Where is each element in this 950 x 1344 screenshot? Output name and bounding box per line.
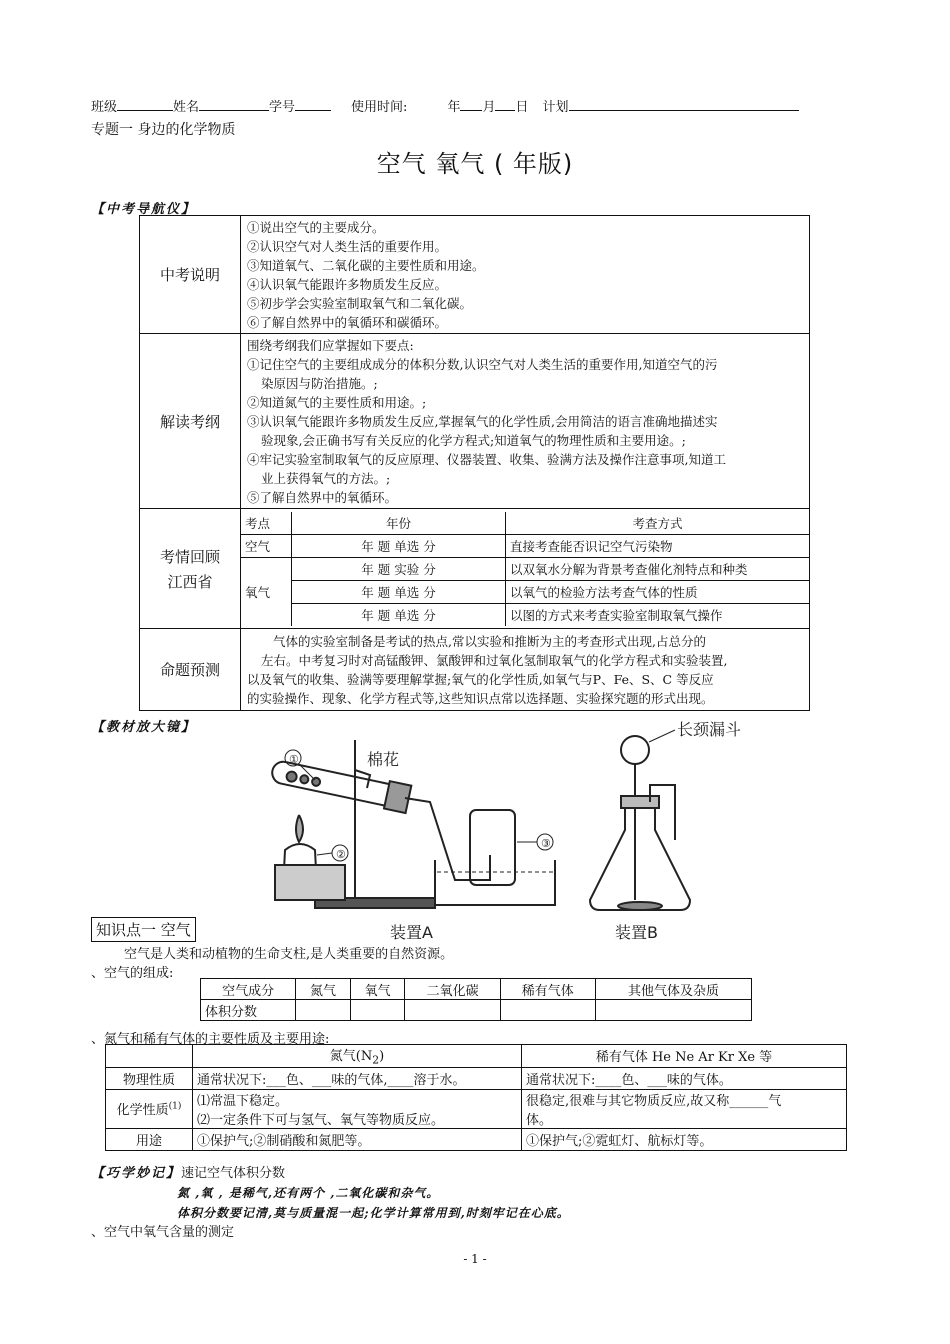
prop-head-nitrogen [193,1045,522,1068]
review-label: 考情回顾 [159,547,220,566]
topic-heading: 专题一 身边的化学物质 [91,122,236,138]
review-method: 以双氧水分解为背景考查催化剂特点和种类 [506,557,810,580]
chem-rare [522,1089,847,1128]
guide-item: ②认识空气对人类生活的重要作用。 [247,238,448,254]
guide-label-forecast: 命题预测 [140,629,241,711]
chem-rare-line: 很稳定,很难与其它物质反应,故又称______气 [526,1093,782,1109]
plan-blank[interactable] [569,98,799,111]
guide-item: ⑤了解自然界中的氧循环。 [247,489,398,505]
chem-rare-line: 体。 [526,1112,553,1128]
number-2: ② [336,848,346,861]
id-blank[interactable] [295,98,331,111]
n2-sub: 2 [372,1053,380,1067]
review-cell [241,509,810,629]
comp-head: 氮气 [296,979,351,1000]
review-head-year: 年份 [292,512,506,535]
plan-label: 计划 [542,100,569,115]
chem-label-cell [106,1089,193,1128]
gas-bottle [470,810,515,885]
comp-head: 稀有气体 [500,979,595,1000]
water-trough [435,860,555,905]
chem-n2-line: ⑵一定条件下可与氢气、氧气等物质反应。 [197,1112,445,1128]
comp-cell[interactable] [500,1000,595,1021]
year-label: 年 [447,100,461,115]
forecast-line: 的实验操作、现象、化学方程式等,这些知识点常以选择题、实验探究题的形式出现。 [247,690,714,706]
guide-item: ⑤初步学会实验室制取氧气和二氧化碳。 [247,295,473,311]
comp-cell[interactable] [350,1000,405,1021]
label-cotton: 棉花 [367,750,400,769]
name-label: 姓名 [173,100,200,115]
guide-item: ③知道氧气、二氧化碳的主要性质和用途。 [247,257,485,273]
phys-label: 物理性质 [106,1067,193,1089]
review-head-point: 考点 [241,512,292,535]
leader-funnel [649,730,675,742]
review-year: 年 题 单选 分 [292,534,506,557]
review-method: 以图的方式来考查实验室制取氧气操作 [506,603,810,626]
class-blank[interactable] [117,98,173,111]
guide-label-review [140,509,241,629]
guide-item: ①说出空气的主要成分。 [247,219,385,235]
guide-item: ①记住空气的主要组成成分的体积分数,认识空气对人类生活的重要作用,知道空气的污 [247,356,718,372]
memo-heading [91,1162,285,1181]
chem-label: 化学性质 [116,1103,169,1119]
exam-guide-table [139,215,810,711]
class-label: 班级 [91,100,118,115]
comp-row-label: 体积分数 [201,1000,296,1021]
review-province: 江西省 [167,572,213,591]
review-method: 以氧气的检验方法考查气体的性质 [506,580,810,603]
flame [296,815,303,842]
guide-item: 验现象,会正确书写有关反应的化学方程式;知道氧气的物理性质和主要用途。; [261,432,686,448]
solid-reactant [618,902,662,910]
time-label: 使用时间: [351,100,408,115]
guide-intro: 围绕考纲我们应掌握如下要点: [247,337,414,353]
apparatus-figure [255,720,775,950]
guide-item: ④牢记实验室制取氧气的反应原理、仪器装置、收集、验满方法及操作注意事项,知道工 [247,451,726,467]
guide-forecast [241,629,810,711]
chem-sup: (1) [168,1101,182,1112]
section-textbook-label: 【教材放大镜】 [91,720,197,735]
memo-line-2: 体积分数要记清,莫与质量混一起;化学计算常用到,时刻牢记在心底。 [177,1206,570,1220]
label-apparatus-b: 装置B [615,923,658,942]
forecast-line: 左右。中考复习时对高锰酸钾、氯酸钾和过氧化氢制取氧气的化学方程式和实验装置, [261,652,728,668]
comp-head: 氧气 [350,979,405,1000]
review-head-method: 考查方式 [506,512,810,535]
guide-item: ②知道氮气的主要性质和用途。; [247,394,427,410]
stopper [621,796,659,808]
oxygen-measure-title: 、空气中氧气含量的测定 [91,1225,235,1240]
guide-item: ⑥了解自然界中的氧循环和碳循环。 [247,314,448,330]
chem-nitrogen [193,1089,522,1128]
properties-table [105,1044,847,1151]
comp-cell[interactable] [595,1000,751,1021]
air-intro: 空气是人类和动植物的生命支柱,是人类重要的自然资源。 [124,947,454,962]
guide-label-description: 中考说明 [140,216,241,334]
guide-item: 业上获得氧气的方法。; [261,470,391,486]
memo-section-label: 【巧学妙记】 [91,1166,182,1181]
day-label: 日 [515,100,529,115]
comp-cell[interactable] [405,1000,500,1021]
label-apparatus-a: 装置A [390,923,433,942]
review-year: 年 题 单选 分 [292,603,506,626]
id-label: 学号 [269,100,296,115]
year-blank[interactable] [460,98,482,111]
guide-item: ④认识氧气能跟许多物质发生反应。 [247,276,448,292]
review-method: 直接考查能否识记空气污染物 [506,534,810,557]
phys-rare: 通常状况下:____色、___味的气体。 [522,1067,847,1089]
comp-head: 空气成分 [201,979,296,1000]
review-point: 氧气 [241,557,292,626]
section-guide-label: 【中考导航仪】 [91,202,197,217]
comp-head: 其他气体及杂质 [595,979,751,1000]
chem-n2-line: ⑴常温下稳定。 [197,1093,289,1109]
review-inner-table [241,512,809,626]
use-label: 用途 [106,1128,193,1150]
page-number: - 1 - [463,1252,487,1266]
prop-corner [106,1045,193,1068]
comp-cell[interactable] [296,1000,351,1021]
prop-head-rare-gas: 稀有气体 He Ne Ar Kr Xe 等 [522,1045,847,1068]
use-rare: ①保护气;②霓虹灯、航标灯等。 [522,1128,847,1150]
month-blank[interactable] [495,98,515,111]
name-blank[interactable] [199,98,269,111]
guide-description-list [241,216,810,334]
guide-item: 染原因与防治措施。; [261,375,378,391]
forecast-line: 气体的实验室制备是考试的热点,常以实验和推断为主的考查形式出现,占总分的 [273,633,706,649]
review-point: 空气 [241,534,292,557]
n2-end: ) [379,1049,385,1064]
leader-2 [317,853,332,855]
air-composition-table [200,978,752,1021]
memo-line-1: 氮 ,氧 , 是稀气,还有两个 ,二氧化碳和杂气。 [177,1186,440,1200]
apparatus-b [590,730,690,910]
knowledge-point-title: 知识点一 空气 [91,917,196,942]
use-nitrogen: ①保护气;②制硝酸和氮肥等。 [193,1128,522,1150]
label-long-neck-funnel: 长颈漏斗 [677,720,742,739]
number-1: ① [289,753,299,766]
review-year: 年 题 单选 分 [292,580,506,603]
review-year: 年 题 实验 分 [292,557,506,580]
n2-text: 氮气(N [329,1049,373,1064]
phys-nitrogen: 通常状况下:___色、___味的气体,____溶于水。 [193,1067,522,1089]
number-3: ③ [541,837,551,850]
apparatus-a [270,740,555,908]
outlet-tube [650,785,675,840]
properties-title: 、氮气和稀有气体的主要性质及主要用途: [91,1032,330,1047]
funnel-bulb [621,736,649,764]
comp-head: 二氧化碳 [405,979,500,1000]
forecast-line: 以及氧气的收集、验满等要理解掌握;氧气的化学性质,如氧气与P、Fe、S、C 等反应 [247,671,714,687]
composition-title: 、空气的组成: [91,966,174,981]
guide-interpret-list [241,334,810,509]
wooden-block [275,865,345,900]
header-info-line [91,96,799,115]
guide-item: ③认识氧气能跟许多物质发生反应,掌握氧气的化学性质,会用简洁的语言准确地描述实 [247,413,718,429]
guide-label-interpret: 解读考纲 [140,334,241,509]
page-title: 空气 氧气 ( 年版) [376,150,574,178]
memo-title: 速记空气体积分数 [181,1166,286,1181]
month-label: 月 [482,100,496,115]
